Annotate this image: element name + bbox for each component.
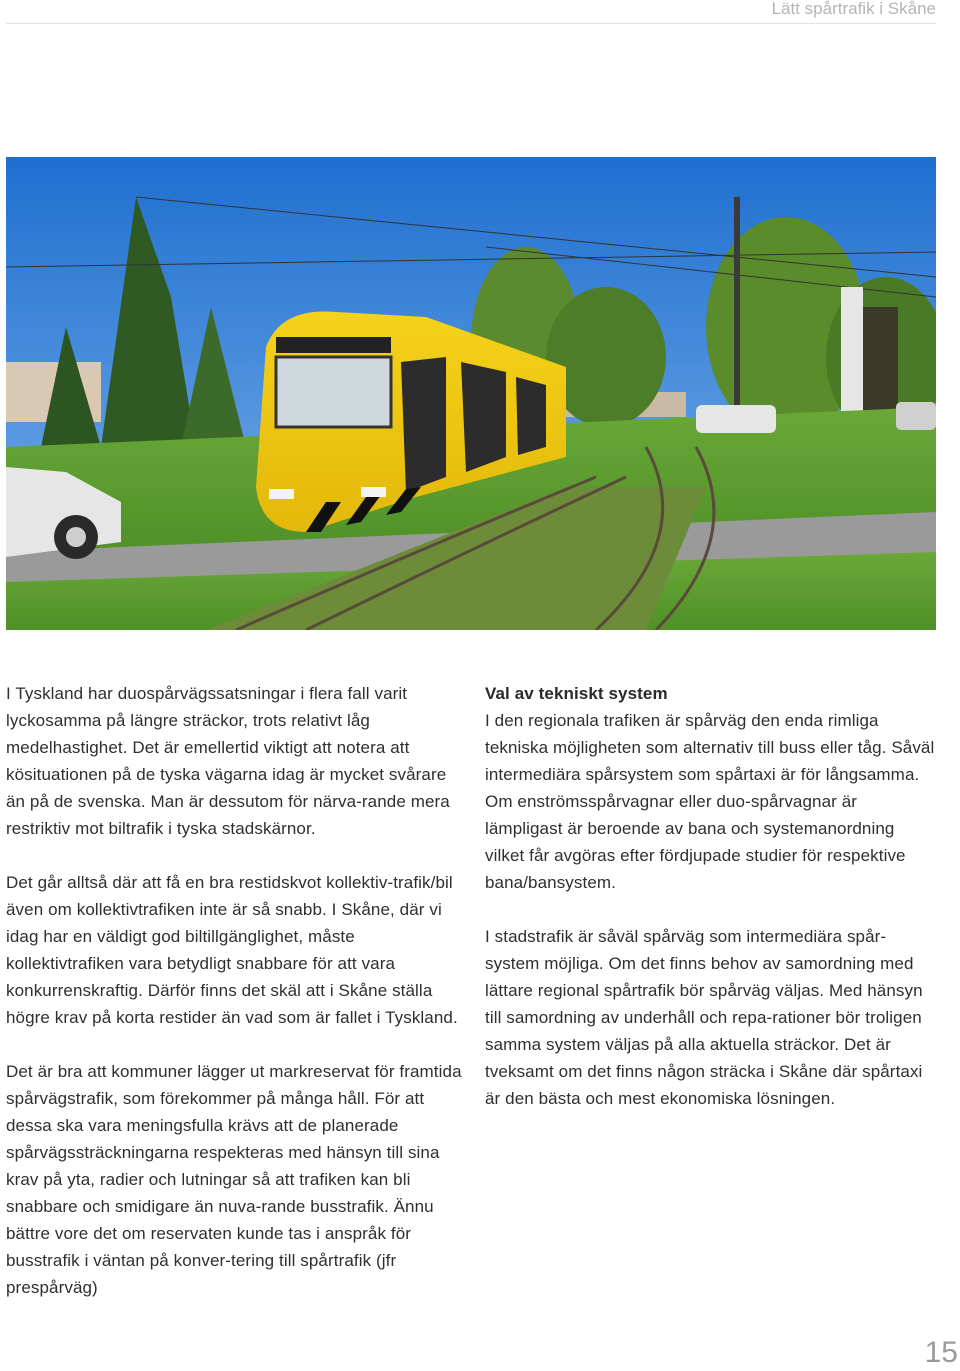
header-divider — [6, 23, 936, 24]
left-column — [6, 680, 466, 1328]
right-paragraph-1: I den regionala trafiken är spårväg den enda rimliga tekniska möjligheten som alternativ till buss eller tåg. Såväl intermediära spårsystem som spårtaxi är för långsamma. Om enströmsspårvagnar eller duo-spårvagnar är lämpligast är beroende av bana och systemanordning vilket får avgöras efter fördjupade studier för respektive bana/bansystem. — [485, 711, 935, 892]
section-heading: Val av tekniskt system — [485, 684, 668, 703]
left-paragraph-1: I Tyskland har duospårvägssatsningar i flera fall varit lyckosamma på längre sträckor, trots relativt låg medelhastighet. Det är emellertid viktigt att notera att kösituationen på de tyska vägarna idag är mycket svårare än på de svenska. Man är dessutom för närva-rande mera restriktiv mot biltrafik i tyska stadskärnor. — [6, 684, 450, 838]
left-paragraph-2: Det går alltså där att få en bra restidskvot kollektiv-trafik/bil även om kollektivtrafiken inte är så snabb. I Skåne, där vi idag har en väldigt god biltillgänglighet, måste kollektivtrafiken vara betydligt snabbare för att vara konkurrenskraftig. Därför finns det skäl att i Skåne ställa högre krav på korta restider än vad som är fallet i Tyskland. — [6, 873, 458, 1027]
tram-photo — [6, 157, 936, 630]
page-number: 15 — [924, 1336, 958, 1369]
right-paragraph-2: I stadstrafik är såväl spårväg som intermediära spår-system möjliga. Om det finns behov av samordning med lättare regional spårtrafik bör spårväg väljas. Med hänsyn till samordning av underhåll och repa-rationer bör troligen samma system väljas på alla aktuella sträckor. Det är tveksamt om det finns någon sträcka i Skåne där spårtaxi är den bästa och mest ekonomiska lösningen. — [485, 927, 923, 1108]
running-header: Lätt spårtrafik i Skåne — [771, 0, 936, 18]
left-paragraph-3: Det är bra att kommuner lägger ut markreservat för framtida spårvägstrafik, som förekommer på många håll. För att dessa ska vara meningsfulla krävs att de planerade spårvägssträckningarna respekteras med hänsyn till sina krav på yta, radier och lutningar så att trafiken kan bli snabbare och smidigare än nuva-rande busstrafik. Ännu bättre vore det om reservaten kunde tas i anspråk för busstrafik i väntan på konver-tering till spårtrafik (jfr prespårväg) — [6, 1062, 462, 1297]
right-column — [485, 680, 935, 1139]
